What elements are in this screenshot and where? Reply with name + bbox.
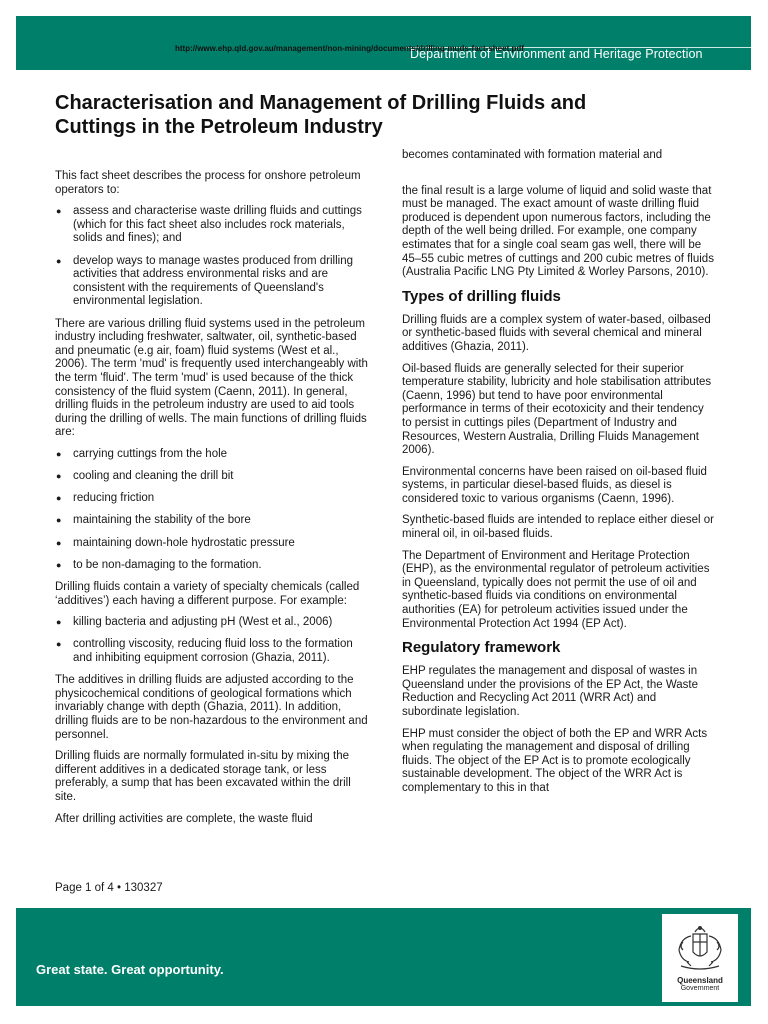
left-column: [55, 170, 370, 834]
regulatory-paragraph-2: EHP must consider the object of both the EP and WRR Acts when regulating the management and disposal of drilling fluids. The object of the EP Act is to promote ecologically sustainable development. The object of the WRR Act is complementary to this in that: [402, 727, 708, 794]
intro-bullet-list: [55, 205, 370, 309]
list-item: ● assess and characterise waste drilling fluids and cuttings (which for this fact sheet also includes rock materials, solids and fines); and: [56, 205, 362, 245]
continued-line: becomes contaminated with formation material and: [402, 149, 663, 161]
coat-of-arms-icon: [671, 920, 729, 974]
title-line-1: Characterisation and Management of Drilling Fluids and: [55, 92, 587, 114]
bullet-icon: ●: [56, 537, 62, 548]
logo-name: Queensland: [677, 976, 723, 985]
types-paragraph-4: Synthetic-based fluids are intended to replace either diesel or mineral oil, in oil-based fluids.: [402, 514, 714, 541]
bullet-icon: ●: [56, 515, 62, 526]
types-heading: Types of drilling fluids: [402, 287, 561, 305]
footer-band: [16, 908, 751, 1006]
logo-subtitle: Government: [680, 985, 720, 992]
types-paragraph-5: The Department of Environment and Heritage Protection (EHP), as the environmental regulator of petroleum activities in Queensland, typically does not permit the use of oil and synthetic-based fluids via conditions on environmental authorities (EA) for petroleum activities issued under the Environmental Protection Act 1994 (EP Act).: [402, 549, 710, 630]
list-item: ● to be non-damaging to the formation.: [56, 558, 262, 571]
adjusted-paragraph: The additives in drilling fluids are adjusted according to the physicochemical conditions of geological formations which invariably change with depth (Ghazia, 2011). In addition, drilling fluids are to be non-hazardous to the environment and personnel.: [55, 674, 368, 741]
list-item: ● maintaining the stability of the bore: [56, 514, 251, 527]
bullet-icon: ●: [56, 559, 62, 570]
list-item: ● cooling and cleaning the drill bit: [56, 470, 234, 483]
list-item: ● killing bacteria and adjusting pH (West et al., 2006): [56, 616, 333, 629]
systems-paragraph: There are various drilling fluid systems used in the petroleum industry including freshwater, saltwater, oil, synthetic-based and pneumatic (e.g air, foam) fluid systems (West et al., 2006). The term 'mud' is frequently used interchangeably with the term 'fluid'. The term 'mud' is used because of the thick consistency of the fluid system (Caenn, 2011). In general, drilling fluids in the petroleum industry are used to aid tools during the drilling of wells. The main functions of drilling fluids are:: [55, 317, 368, 439]
formulated-paragraph: Drilling fluids are normally formulated in-situ by mixing the different additives in a dedicated storage tank, or less preferably, a sump that has been excavated within the drill site.: [55, 750, 351, 803]
page-number: Page 1 of 4 • 130327: [55, 882, 163, 894]
bullet-icon: ●: [56, 448, 62, 459]
additives-paragraph: Drilling fluids contain a variety of specialty chemicals (called ‘additives’) each having a different purpose. For example:: [55, 581, 360, 607]
column-gap: [402, 171, 714, 185]
bullet-icon: ●: [56, 493, 62, 504]
list-item: ● reducing friction: [56, 492, 155, 505]
list-item: ● develop ways to manage wastes produced from drilling activities that address environmental risks and are consistent with the requirements of Queensland's environmental legislation.: [56, 254, 353, 308]
waste-volume-paragraph: the final result is a large volume of liquid and solid waste that must be managed. The exact amount of waste drilling fluid produced is dependent upon numerous factors, including the depth of the well being drilled. For example, one company estimates that for a single coal seam gas well, there will be 45–55 cubic metres of cuttings and 200 cubic metres of fluids (Australia Pacific LNG Pty Limited & Worley Parsons, 2010).: [402, 184, 714, 279]
list-item: ● controlling viscosity, reducing fluid loss to the formation and inhibiting equipment corrosion (Ghazia, 2011).: [56, 638, 353, 664]
intro-paragraph: This fact sheet describes the process for onshore petroleum operators to:: [55, 170, 361, 196]
regulatory-heading: Regulatory framework: [402, 639, 561, 657]
bullet-icon: ●: [56, 471, 62, 482]
header-band: [16, 16, 751, 70]
types-paragraph-2: Oil-based fluids are generally selected for their superior temperature stability, lubricity and hole stabilisation attributes (Caenn, 1996) but tend to have poor environmental performance in terms of their ecotoxicity and their tendency to persist in cuttings piles (Department of Industry and Resources, Western Australia, Drilling Fluids Management 2006).: [402, 362, 712, 457]
bullet-icon: ●: [56, 255, 62, 266]
department-name: Department of Environment and Heritage Protection: [410, 47, 703, 61]
regulatory-paragraph-1: EHP regulates the management and disposal of wastes in Queensland under the provisions of the EP Act, the Waste Reduction and Recycling Act 2011 (WRR Act) and subordinate legislation.: [402, 665, 698, 718]
additives-bullet-list: [55, 616, 370, 665]
bullet-icon: ●: [56, 639, 62, 650]
bullet-icon: ●: [56, 206, 62, 217]
title-line-2: Cuttings in the Petroleum Industry: [55, 116, 383, 138]
bullet-icon: ●: [56, 617, 62, 628]
types-paragraph-3: Environmental concerns have been raised on oil-based fluid systems, in particular diesel-based fluids, as diesel is considered toxic to various organisms (Caenn, 1996).: [402, 465, 707, 505]
source-url[interactable]: http://www.ehp.qld.gov.au/management/non-mining/documents/drilling-muds-fact-sheet.pdf: [175, 44, 524, 53]
footer-tagline: Great state. Great opportunity.: [36, 962, 224, 977]
types-paragraph-1: Drilling fluids are a complex system of water-based, oilbased or synthetic-based fluids with several chemical and mineral additives (Ghazia, 2011).: [402, 313, 711, 353]
list-item: ● carrying cuttings from the hole: [56, 447, 228, 460]
list-item: ● maintaining down-hole hydrostatic pressure: [56, 536, 295, 549]
after-drilling-paragraph: After drilling activities are complete, the waste fluid: [55, 812, 313, 825]
queensland-government-logo: [662, 914, 738, 1002]
document-title: [55, 91, 715, 139]
right-column: [402, 149, 714, 804]
functions-bullet-list: [55, 448, 370, 573]
